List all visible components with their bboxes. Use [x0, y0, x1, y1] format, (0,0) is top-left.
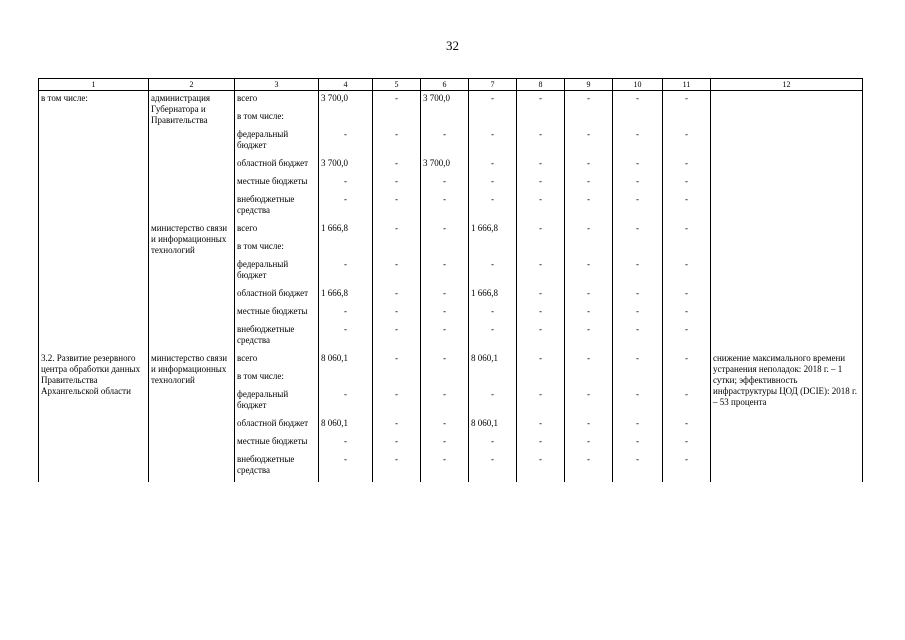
amount-cell: - [517, 127, 565, 156]
table-row [39, 351, 863, 369]
amount-cell: - [421, 257, 469, 286]
column-header: 3 [235, 79, 319, 91]
amount-cell: - [517, 322, 565, 351]
amount-cell: - [565, 434, 613, 452]
amount-cell: - [517, 257, 565, 286]
executor-cell: министерство связи и информационных технологий [149, 351, 235, 482]
amount-cell: - [565, 192, 613, 221]
result-cell [711, 91, 863, 222]
amount-cell: - [565, 452, 613, 482]
amount-cell: - [319, 174, 373, 192]
funding-source-cell: в том числе: [235, 239, 319, 257]
amount-cell: - [517, 192, 565, 221]
amount-cell: - [319, 127, 373, 156]
amount-cell [373, 239, 421, 257]
amount-cell: - [469, 127, 517, 156]
column-header: 2 [149, 79, 235, 91]
amount-cell: - [663, 416, 711, 434]
amount-cell: - [663, 452, 711, 482]
amount-cell: - [421, 192, 469, 221]
amount-cell: - [613, 221, 663, 239]
amount-cell: - [565, 257, 613, 286]
amount-cell: - [663, 127, 711, 156]
amount-cell: 1 666,8 [469, 286, 517, 304]
amount-cell [565, 109, 613, 127]
funding-source-cell: местные бюджеты [235, 434, 319, 452]
result-cell: снижение максимального времени устранения неполадок: 2018 г. – 1 сутки; эффективность инфраструктуры ЦОД (DCIE): 2018 г. – 53 процента [711, 351, 863, 482]
column-header: 6 [421, 79, 469, 91]
amount-cell: - [663, 434, 711, 452]
amount-cell: - [373, 286, 421, 304]
amount-cell: - [319, 192, 373, 221]
amount-cell: - [613, 416, 663, 434]
amount-cell: 3 700,0 [421, 91, 469, 110]
amount-cell: - [469, 192, 517, 221]
amount-cell: - [663, 91, 711, 110]
amount-cell [373, 109, 421, 127]
funding-source-cell: всего [235, 91, 319, 110]
amount-cell: 8 060,1 [469, 416, 517, 434]
amount-cell: - [663, 257, 711, 286]
amount-cell [663, 239, 711, 257]
amount-cell: - [517, 416, 565, 434]
amount-cell: - [565, 221, 613, 239]
funding-source-cell: местные бюджеты [235, 174, 319, 192]
amount-cell: - [319, 257, 373, 286]
amount-cell: 8 060,1 [469, 351, 517, 369]
amount-cell: - [517, 221, 565, 239]
amount-cell: - [421, 322, 469, 351]
measure-cell: в том числе: [39, 91, 149, 222]
funding-source-cell: федеральный бюджет [235, 387, 319, 416]
amount-cell: - [469, 174, 517, 192]
amount-cell: - [469, 91, 517, 110]
amount-cell: - [517, 434, 565, 452]
amount-cell: - [319, 434, 373, 452]
amount-cell: - [469, 434, 517, 452]
amount-cell: - [421, 434, 469, 452]
column-header: 8 [517, 79, 565, 91]
column-header: 7 [469, 79, 517, 91]
amount-cell: - [565, 156, 613, 174]
amount-cell: - [421, 452, 469, 482]
amount-cell: - [373, 416, 421, 434]
amount-cell: - [613, 387, 663, 416]
amount-cell: - [613, 127, 663, 156]
amount-cell: - [517, 351, 565, 369]
funding-source-cell: федеральный бюджет [235, 127, 319, 156]
amount-cell: - [517, 91, 565, 110]
column-header: 5 [373, 79, 421, 91]
amount-cell: - [663, 322, 711, 351]
amount-cell: - [613, 192, 663, 221]
amount-cell: 8 060,1 [319, 416, 373, 434]
amount-cell: - [421, 304, 469, 322]
amount-cell: - [613, 286, 663, 304]
amount-cell: - [421, 387, 469, 416]
amount-cell: - [421, 286, 469, 304]
measure-cell: 3.2. Развитие резервного центра обработки данных Правительства Архангельской области [39, 351, 149, 482]
amount-cell [373, 369, 421, 387]
amount-cell: - [663, 156, 711, 174]
amount-cell: - [469, 387, 517, 416]
funding-source-cell: внебюджетные средства [235, 452, 319, 482]
amount-cell: - [663, 221, 711, 239]
amount-cell: 8 060,1 [319, 351, 373, 369]
executor-cell: министерство связи и информационных технологий [149, 221, 235, 351]
funding-source-cell: всего [235, 221, 319, 239]
column-header: 12 [711, 79, 863, 91]
amount-cell: - [373, 127, 421, 156]
amount-cell: - [373, 322, 421, 351]
amount-cell: 3 700,0 [319, 156, 373, 174]
amount-cell: - [517, 387, 565, 416]
amount-cell [613, 109, 663, 127]
amount-cell [319, 109, 373, 127]
amount-cell: - [373, 452, 421, 482]
amount-cell [663, 369, 711, 387]
amount-cell: - [663, 387, 711, 416]
measure-cell [39, 221, 149, 351]
amount-cell: - [517, 156, 565, 174]
amount-cell: - [469, 257, 517, 286]
amount-cell: - [613, 257, 663, 286]
column-header: 9 [565, 79, 613, 91]
amount-cell: - [663, 304, 711, 322]
amount-cell: - [373, 304, 421, 322]
budget-table [38, 78, 863, 482]
amount-cell: - [613, 91, 663, 110]
amount-cell: - [319, 387, 373, 416]
amount-cell: - [421, 221, 469, 239]
amount-cell: - [373, 257, 421, 286]
amount-cell: - [517, 286, 565, 304]
amount-cell: - [421, 351, 469, 369]
amount-cell [469, 109, 517, 127]
amount-cell: - [565, 91, 613, 110]
amount-cell: - [319, 304, 373, 322]
amount-cell: - [565, 387, 613, 416]
amount-cell: - [613, 322, 663, 351]
funding-source-cell: областной бюджет [235, 416, 319, 434]
amount-cell [319, 239, 373, 257]
amount-cell: - [613, 434, 663, 452]
amount-cell: - [517, 452, 565, 482]
amount-cell: - [373, 192, 421, 221]
amount-cell [565, 239, 613, 257]
amount-cell: - [319, 322, 373, 351]
funding-source-cell: областной бюджет [235, 156, 319, 174]
amount-cell: - [613, 452, 663, 482]
amount-cell: 3 700,0 [319, 91, 373, 110]
amount-cell: - [469, 156, 517, 174]
amount-cell: - [319, 452, 373, 482]
funding-source-cell: федеральный бюджет [235, 257, 319, 286]
amount-cell: - [421, 174, 469, 192]
amount-cell: - [373, 387, 421, 416]
amount-cell [319, 369, 373, 387]
amount-cell: 1 666,8 [469, 221, 517, 239]
amount-cell: - [613, 304, 663, 322]
amount-cell: - [663, 351, 711, 369]
amount-cell: - [565, 127, 613, 156]
amount-cell: - [373, 351, 421, 369]
amount-cell: - [373, 91, 421, 110]
header-row [39, 79, 863, 91]
amount-cell: - [565, 322, 613, 351]
amount-cell [421, 239, 469, 257]
amount-cell: - [613, 156, 663, 174]
funding-source-cell: местные бюджеты [235, 304, 319, 322]
amount-cell: - [517, 174, 565, 192]
amount-cell: - [373, 434, 421, 452]
amount-cell [613, 239, 663, 257]
table-row [39, 221, 863, 239]
amount-cell: - [613, 174, 663, 192]
amount-cell: - [421, 416, 469, 434]
column-header: 4 [319, 79, 373, 91]
amount-cell: - [565, 304, 613, 322]
amount-cell: - [373, 174, 421, 192]
table-row [39, 91, 863, 110]
amount-cell [469, 369, 517, 387]
amount-cell: - [421, 127, 469, 156]
funding-source-cell: всего [235, 351, 319, 369]
page-number: 32 [446, 38, 459, 53]
amount-cell [517, 369, 565, 387]
amount-cell: - [373, 156, 421, 174]
amount-cell: - [663, 286, 711, 304]
column-header: 11 [663, 79, 711, 91]
column-header: 1 [39, 79, 149, 91]
amount-cell [517, 109, 565, 127]
result-cell [711, 221, 863, 351]
amount-cell: - [469, 322, 517, 351]
amount-cell: - [565, 416, 613, 434]
amount-cell: - [373, 221, 421, 239]
amount-cell: - [517, 304, 565, 322]
amount-cell [517, 239, 565, 257]
amount-cell [421, 109, 469, 127]
amount-cell: - [469, 304, 517, 322]
amount-cell: - [565, 286, 613, 304]
amount-cell: - [663, 174, 711, 192]
column-header: 10 [613, 79, 663, 91]
executor-cell: администрация Губернатора и Правительства [149, 91, 235, 222]
amount-cell: 1 666,8 [319, 221, 373, 239]
funding-source-cell: в том числе: [235, 369, 319, 387]
amount-cell [565, 369, 613, 387]
amount-cell: 3 700,0 [421, 156, 469, 174]
table-body [39, 91, 863, 483]
funding-source-cell: внебюджетные средства [235, 192, 319, 221]
amount-cell: - [469, 452, 517, 482]
amount-cell [469, 239, 517, 257]
amount-cell: - [565, 351, 613, 369]
amount-cell: 1 666,8 [319, 286, 373, 304]
amount-cell: - [613, 351, 663, 369]
amount-cell [421, 369, 469, 387]
amount-cell [613, 369, 663, 387]
amount-cell: - [663, 192, 711, 221]
funding-source-cell: в том числе: [235, 109, 319, 127]
funding-source-cell: областной бюджет [235, 286, 319, 304]
amount-cell: - [565, 174, 613, 192]
amount-cell [663, 109, 711, 127]
funding-source-cell: внебюджетные средства [235, 322, 319, 351]
